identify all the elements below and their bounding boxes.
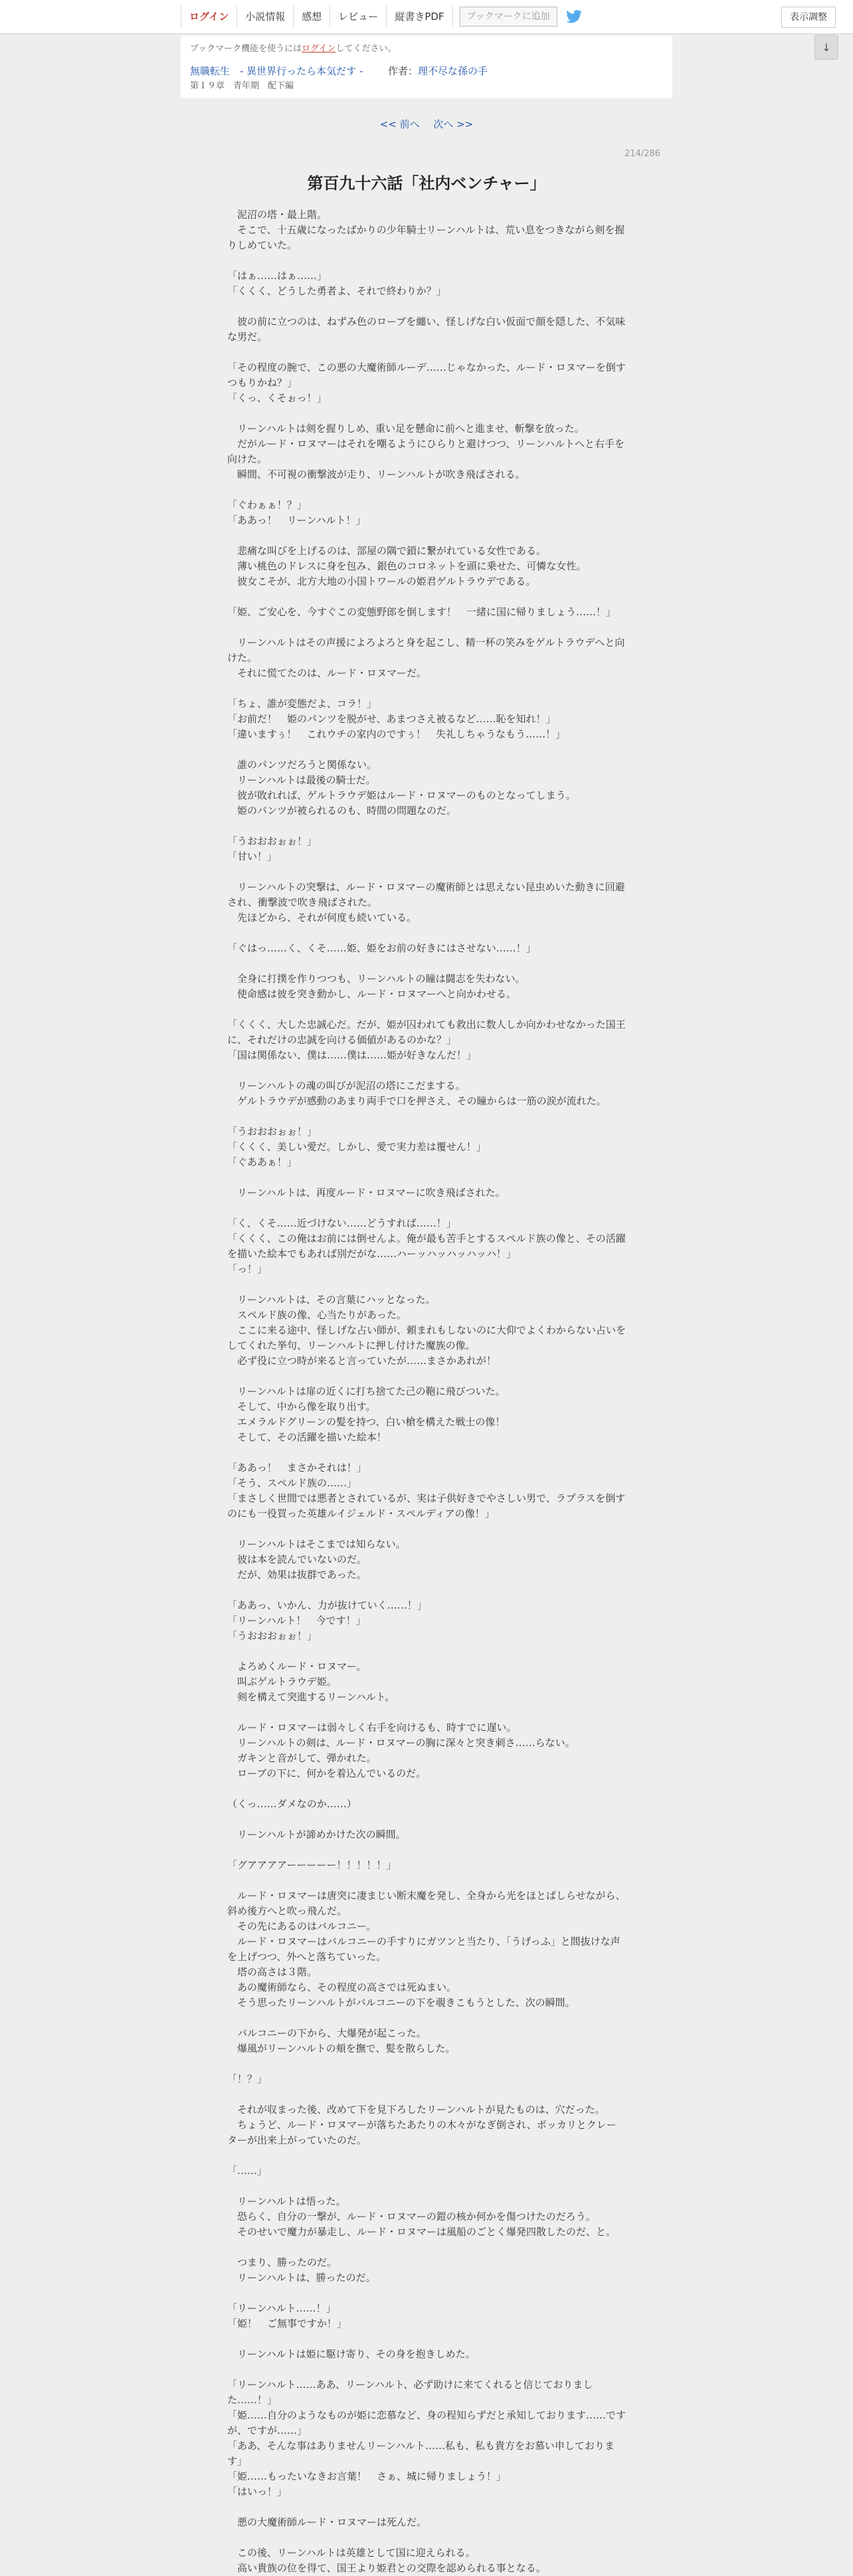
body-paragraph: 彼は本を読んでいないのだ。 (227, 1553, 367, 1565)
body-paragraph: 「ぐああぁ！」 (227, 1156, 297, 1168)
body-paragraph (227, 1002, 626, 1017)
body-paragraph (227, 482, 626, 498)
body-paragraph (227, 1109, 626, 1124)
body-paragraph: （くっ……ダメなのか……） (227, 1798, 357, 1810)
body-paragraph: 「はいっ！」 (227, 2486, 288, 2498)
author-link[interactable]: 理不尽な孫の手 (417, 65, 488, 77)
body-paragraph: 高い貴族の位を得て、国王より姫君との交際を認められる事となる。 (227, 2562, 546, 2574)
body-paragraph: 必ず役に立つ時が来ると言っていたが……まさかあれが！ (227, 1355, 497, 1367)
body-paragraph: リーンハルトは最後の騎士だ。 (227, 774, 376, 786)
section-label: 第１９章 青年期 配下編 (190, 81, 294, 91)
body-paragraph (227, 2530, 626, 2545)
body-paragraph (227, 1522, 626, 1537)
body-paragraph: そこで、十五歳になったばかりの少年騎士リーンハルトは、荒い息をつきながら剣を握りしめていた。 (227, 224, 625, 251)
body-paragraph: 「ああっ、いかん、力が抜けていく……！」 (227, 1599, 427, 1611)
body-paragraph (227, 2087, 626, 2102)
body-paragraph: 爆風がリーンハルトの頬を撫で、髪を散らした。 (227, 2042, 456, 2054)
body-paragraph: 「くくく、大した忠誠心だ。だが、姫が囚われても救出に数人しか向かわせなかった国王に、それだけの忠誠を向ける価値があるのかな？」 (227, 1019, 626, 1046)
body-paragraph: ルード・ロヌマーは唐突に凄まじい断末魔を発し、全身から光をほとばしらせながら、斜め後方へと吹っ飛んだ。 (227, 1890, 626, 1917)
body-paragraph: 「お前だ！ 姫のパンツを脱がせ、あまつさえ被るなど……恥を知れ！」 (227, 713, 556, 725)
body-paragraph: つまり、勝ったのだ。 (227, 2256, 337, 2268)
body-paragraph: 「甘い！」 (227, 850, 278, 862)
twitter-bird-icon[interactable] (565, 9, 583, 24)
body-paragraph (227, 2056, 626, 2072)
author-label: 作者： (387, 65, 418, 77)
body-paragraph (227, 2179, 626, 2194)
body-paragraph (227, 2148, 626, 2163)
display-settings-button[interactable]: 表示調整 (781, 7, 836, 28)
body-paragraph: 「その程度の腕で、この悪の大魔術師ルーデ……じゃなかった、ルード・ロヌマーを倒すつもりかね？」 (227, 361, 626, 389)
body-paragraph (227, 1170, 626, 1185)
body-paragraph: 「ぐはっ……く、くそ……姫、姫をお前の好きにはさせない……！」 (227, 942, 536, 954)
body-paragraph: エメラルドグリーンの髪を持つ、白い槍を構えた戦士の像！ (227, 1416, 506, 1428)
novel-body-text (227, 207, 626, 2576)
body-paragraph: 「グアアアアーーーーー！！！！！」 (227, 1859, 397, 1871)
body-paragraph: リーンハルトは、その言葉にハッとなった。 (227, 1294, 436, 1306)
body-paragraph: リーンハルトはそこまでは知らない。 (227, 1538, 406, 1550)
body-paragraph: よろめくルード・ロヌマー。 (227, 1660, 367, 1672)
body-paragraph: そして、中から像を取り出す。 (227, 1401, 376, 1413)
notice-suffix: してください。 (335, 44, 397, 54)
body-paragraph: 「うおおおぉぉ！」 (227, 1630, 318, 1642)
body-paragraph: 先ほどから、それが何度も続いている。 (227, 912, 417, 924)
page-count: 214/286 (624, 149, 661, 159)
body-paragraph: ここに来る途中、怪しげな占い師が、頼まれもしないのに大仰でよくわからない占いをしてくれた挙句、リーンハルトに押し付けた魔族の像。 (227, 1324, 626, 1351)
body-paragraph: リーンハルトは扉の近くに打ち捨てた己の鞄に飛びついた。 (227, 1385, 506, 1397)
body-paragraph: スペルド族の像、心当たりがあった。 (227, 1309, 407, 1321)
body-paragraph: 剣を構えて突進するリーンハルト。 (227, 1691, 395, 1703)
body-paragraph (227, 2011, 626, 2026)
body-paragraph (227, 528, 626, 544)
body-paragraph (227, 406, 626, 421)
body-paragraph (227, 620, 626, 635)
body-paragraph: 「姫……自分のようなものが姫に恋慕など、身の程知らずだと承知しております……ですが、ですが……」 (227, 2409, 626, 2436)
top-navigation-bar (0, 0, 853, 34)
body-paragraph: 誰のパンツだろうと関係ない。 (227, 759, 377, 771)
prev-chapter-link[interactable]: << 前へ (379, 118, 420, 130)
body-paragraph: 薄い桃色のドレスに身を包み、銀色のコロネットを頭に乗せた、可憐な女性。 (227, 560, 587, 572)
body-paragraph: 「ああっ！ リーンハルト！」 (227, 514, 366, 526)
body-paragraph (227, 1842, 626, 1858)
body-paragraph (227, 299, 626, 314)
nav-impressions[interactable]: 感想 (294, 5, 330, 28)
body-paragraph (227, 819, 626, 834)
add-bookmark-button[interactable]: ブックマークに追加 (460, 7, 557, 27)
body-paragraph: 「っ！」 (227, 1263, 268, 1275)
body-paragraph (227, 864, 626, 880)
body-paragraph: 「姫……もったいなきお言葉！ さぁ、城に帰りましょう！」 (227, 2470, 507, 2482)
body-paragraph: バルコニーの下から、大爆発が起こった。 (227, 2027, 427, 2039)
body-paragraph: 「うおおおぉぉ！」 (227, 835, 318, 847)
body-paragraph (227, 345, 626, 360)
body-paragraph: 悪の大魔術師ルード・ロヌマーは死んだ。 (227, 2516, 427, 2528)
body-paragraph: ちょうど、ルード・ロヌマーが落ちたあたりの木々がなぎ倒され、ポッカリとクレーターが出来上がっていたのだ。 (227, 2119, 616, 2146)
body-paragraph: だが、効果は抜群であった。 (227, 1569, 367, 1581)
bookmark-notice (190, 43, 663, 56)
body-paragraph: ゲルトラウデが感動のあまり両手で口を押さえ、その瞳からは一筋の涙が流れた。 (227, 1095, 607, 1107)
body-paragraph: そのせいで魔力が暴走し、ルード・ロヌマーは風船のごとく爆発四散したのだ、と。 (227, 2226, 616, 2238)
body-paragraph: 「まさしく世間では悪者とされているが、実は子供好きでやさしい男で、ラプラスを倒すのにも一役買った英雄ルイジェルド・スペルディアの像！」 (227, 1492, 626, 1520)
body-paragraph: 泥沼の塔・最上階。 (227, 209, 328, 221)
body-paragraph (227, 2240, 626, 2255)
body-paragraph: 彼の前に立つのは、ねずみ色のローブを纏い、怪しげな白い仮面で顔を隠した、不気味な男だ。 (227, 316, 626, 343)
body-paragraph: そう思ったリーンハルトがバルコニーの下を覗きこもうとした、次の瞬間。 (227, 1997, 575, 2009)
body-paragraph (227, 681, 626, 696)
body-paragraph: だがルード・ロヌマーはそれを嘲るようにひらりと避けつつ、リーンハルトへと右手を向けた。 (227, 438, 625, 465)
body-paragraph: 瞬間、不可視の衝撃波が走り、リーンハルトが吹き飛ばされる。 (227, 468, 525, 480)
nav-novel-info[interactable]: 小説情報 (237, 5, 294, 28)
body-paragraph: ガキンと音がして、弾かれた。 (227, 1752, 377, 1764)
chapter-title: 第百九十六話「社内ベンチャー」 (307, 174, 546, 193)
body-paragraph (227, 2286, 626, 2301)
body-paragraph: 「！？」 (227, 2073, 268, 2085)
body-paragraph: 恐らく、自分の一撃が、ルード・ロヌマーの鎧の核か何かを傷つけたのだろう。 (227, 2211, 596, 2223)
body-paragraph: 姫のパンツが被られるのも、時間の問題なのだ。 (227, 805, 457, 817)
body-paragraph: 「違いますぅ！ これウチの家内のですぅ！ 失礼しちゃうなもう……！」 (227, 728, 566, 740)
body-paragraph: 「ぐわぁぁ！？」 (227, 499, 307, 511)
body-paragraph: 「ああっ！ まさかそれは！」 (227, 1462, 367, 1474)
body-paragraph: リーンハルトの魂の叫びが泥沼の塔にこだまする。 (227, 1080, 466, 1092)
body-paragraph: 「姫！ ご無事ですか！」 (227, 2318, 347, 2329)
body-paragraph (227, 2500, 626, 2515)
body-paragraph: リーンハルトが諦めかけた次の瞬間。 (227, 1829, 406, 1840)
body-paragraph: この後、リーンハルトは英雄として国に迎えられる。 (227, 2547, 476, 2559)
body-paragraph: 「くくく、この俺はお前には倒せんよ。俺が最も苦手とするスペルド族の像と、その活躍を描いた絵本でもあれば別だがな……ハーッハッハッハッハ！」 (227, 1233, 626, 1260)
body-paragraph: 「くっ、くそぉっ！」 (227, 392, 327, 404)
arrow-down-icon: ↓ (822, 41, 831, 54)
body-paragraph: ルード・ロヌマーは弱々しく右手を向けるも、時すでに遅い。 (227, 1722, 517, 1734)
body-paragraph: 悲痛な叫びを上げるのは、部屋の隅で鎖に繋がれている女性である。 (227, 545, 547, 557)
body-paragraph: リーンハルトは剣を握りしめ、重い足を懸命に前へと進ませ、斬撃を放った。 (227, 423, 585, 435)
body-paragraph: あの魔術師なら、その程度の高さでは死ぬまい。 (227, 1981, 457, 1993)
body-paragraph (227, 253, 626, 268)
body-paragraph: 「国は関係ない、僕は……僕は……姫が好きなんだ！」 (227, 1049, 477, 1061)
body-paragraph (227, 1583, 626, 1598)
body-paragraph: リーンハルトは、勝ったのだ。 (227, 2272, 376, 2284)
body-paragraph: リーンハルトの剣は、ルード・ロヌマーの胸に深々と突き刺さ……らない。 (227, 1737, 575, 1749)
body-paragraph: リーンハルトは悟った。 (227, 2195, 346, 2207)
body-paragraph: 彼女こそが、北方大地の小国トワールの姫君ゲルトラウデである。 (227, 575, 536, 587)
nav-menu (181, 5, 583, 28)
body-paragraph (227, 2362, 626, 2377)
nav-vertical-pdf[interactable]: 縦書きPDF (387, 5, 452, 28)
body-paragraph (227, 956, 626, 971)
notice-prefix: ブックマーク機能を使うには (190, 44, 302, 54)
body-paragraph: それに慌てたのは、ルード・ロヌマーだ。 (227, 667, 427, 679)
body-paragraph: その先にあるのはバルコニー。 (227, 1920, 377, 1932)
body-paragraph: 「リーンハルト……ああ、リーンハルト、必ず助けに来てくれると信じておりました……！」 (227, 2379, 593, 2406)
body-paragraph: 「はぁ……はぁ……」 (227, 270, 328, 282)
next-chapter-link[interactable]: 次へ >> (433, 118, 474, 130)
body-paragraph: 「そう、スペルド族の……」 (227, 1477, 357, 1489)
body-paragraph (227, 742, 626, 757)
body-paragraph: それが収まった後、改めて下を見下ろしたリーンハルトが見たものは、穴だった。 (227, 2104, 605, 2116)
body-paragraph: 叫ぶゲルトラウデ姫。 (227, 1676, 337, 1688)
body-paragraph: そして、その活躍を描いた絵本！ (227, 1431, 387, 1443)
body-paragraph: リーンハルトは、再度ルード・ロヌマーに吹き飛ばされた。 (227, 1187, 506, 1199)
body-paragraph: 「ちょ、誰が変態だよ、コラ！」 (227, 698, 377, 710)
body-paragraph (227, 1781, 626, 1797)
nav-review[interactable]: レビュー (330, 5, 387, 28)
work-title-link[interactable]: 無職転生 - 異世界行ったら本気だす - (190, 65, 363, 77)
body-paragraph: リーンハルトは姫に駆け寄り、その身を抱きしめた。 (227, 2348, 476, 2360)
body-paragraph: リーンハルトの突撃は、ルード・ロヌマーの魔術師とは思えない昆虫めいた動きに回避され、衝撃波で吹き飛ばされた。 (227, 881, 625, 908)
body-paragraph: 「……」 (227, 2165, 268, 2177)
body-paragraph (227, 1812, 626, 1827)
novel-info-box (181, 36, 672, 98)
nav-login[interactable]: ログイン (181, 5, 237, 28)
body-paragraph: 「くくく、美しい愛だ。しかし、愛で実力差は覆せん！」 (227, 1141, 486, 1153)
work-line (190, 64, 663, 78)
body-paragraph (227, 1644, 626, 1659)
body-paragraph (227, 1201, 626, 1216)
body-paragraph: 「ああ、そんな事はありませんリーンハルト……私も、私も貴方をお慕い申しております」 (227, 2440, 615, 2467)
body-paragraph: 全身に打撲を作りつつも、リーンハルトの瞳は闘志を失わない。 (227, 973, 525, 985)
body-paragraph (227, 1705, 626, 1720)
body-paragraph: 塔の高さは３階。 (227, 1966, 318, 1978)
body-paragraph: 「リーンハルト！ 今です！」 (227, 1615, 366, 1627)
body-paragraph: 使命感は彼を突き動かし、ルード・ロヌマーへと向かわせる。 (227, 988, 517, 1000)
body-paragraph (227, 1445, 626, 1460)
body-paragraph (227, 1873, 626, 1888)
body-paragraph: 「リーンハルト……！」 (227, 2302, 336, 2314)
body-paragraph: ローブの下に、何かを着込んでいるのだ。 (227, 1767, 427, 1779)
body-paragraph (227, 2331, 626, 2347)
body-paragraph: 「く、くそ……近づけない……どうすれば……！」 (227, 1217, 456, 1229)
body-paragraph (227, 1063, 626, 1078)
body-paragraph: 彼が敗れれば、ゲルトラウデ姫はルード・ロヌマーのものとなってしまう。 (227, 789, 576, 801)
body-paragraph (227, 1369, 626, 1384)
body-paragraph: リーンハルトはその声援によろよろと身を起こし、精一杯の笑みをゲルトラウデへと向けた。 (227, 637, 625, 664)
body-paragraph: 「くくく、どうした勇者よ、それで終わりか？」 (227, 285, 446, 297)
body-paragraph (227, 1277, 626, 1292)
body-paragraph: 「うおおおぉぉ！」 (227, 1126, 318, 1138)
chapter-pager (0, 117, 853, 131)
body-paragraph (227, 926, 626, 941)
scroll-down-button[interactable] (814, 35, 838, 60)
body-paragraph: 「姫、ご安心を、今すぐこの変態野郎を倒します！ 一緒に国に帰りましょう……！」 (227, 606, 616, 618)
body-paragraph: ルード・ロヌマーはバルコニーの手すりにガツンと当たり、「うげっふ」と間抜けな声を上げつつ、外へと落ちていった。 (227, 1935, 620, 1963)
body-paragraph (227, 589, 626, 605)
login-link[interactable]: ログイン (302, 44, 336, 54)
